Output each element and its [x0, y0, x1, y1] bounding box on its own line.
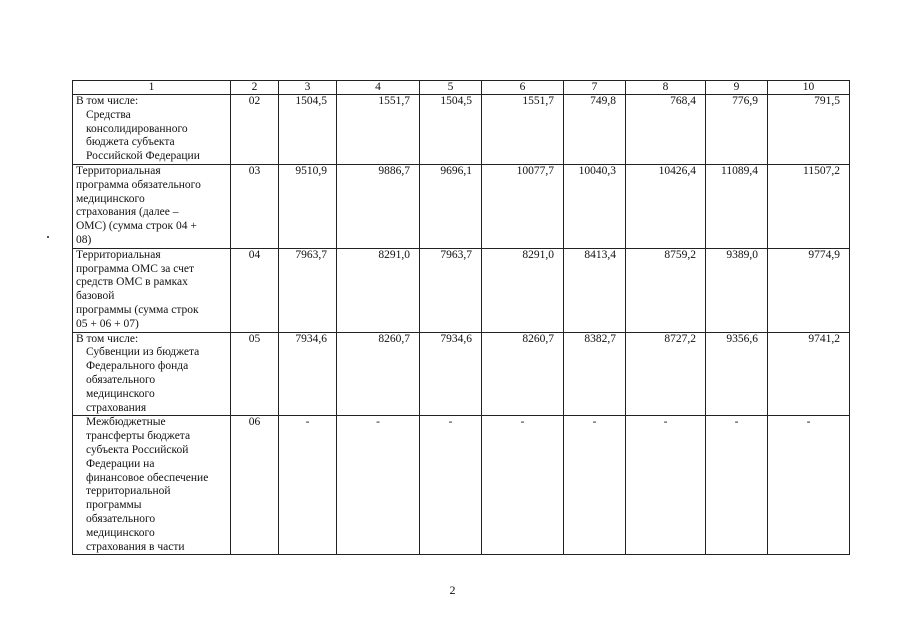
- value-cell: 749,8: [564, 95, 626, 165]
- row-name-line: ОМС) (сумма строк 04 +: [76, 220, 197, 233]
- table-body: [73, 81, 850, 555]
- row-name-line: территориальной: [86, 485, 171, 498]
- row-name-line: медицинского: [86, 387, 155, 400]
- value-cell: -: [706, 416, 768, 555]
- value-cell: 9774,9: [768, 248, 850, 332]
- header-cell: 2: [231, 81, 279, 95]
- value-cell: 1504,5: [420, 95, 482, 165]
- row-name-line: программа обязательного: [76, 178, 201, 191]
- budget-table: [72, 80, 850, 555]
- row-name-line: средств ОМС в рамках: [76, 276, 188, 289]
- row-name-cell: [73, 95, 231, 165]
- value-cell: 7934,6: [279, 332, 337, 416]
- row-name-line: медицинского: [76, 192, 145, 205]
- value-cell: -: [768, 416, 850, 555]
- value-cell: 776,9: [706, 95, 768, 165]
- row-name-cell: [73, 248, 231, 332]
- row-name-line: Средства: [86, 108, 131, 121]
- row-name-line: 08): [76, 233, 92, 246]
- row-name-line: Субвенции из бюджета: [86, 346, 200, 359]
- header-cell: 3: [279, 81, 337, 95]
- row-name-line: Территориальная: [76, 164, 161, 177]
- row-name-line: базовой: [76, 290, 115, 303]
- header-cell: 5: [420, 81, 482, 95]
- row-name-line: консолидированного: [86, 122, 188, 135]
- value-cell: -: [564, 416, 626, 555]
- table-row: [73, 332, 850, 416]
- value-cell: 8759,2: [626, 248, 706, 332]
- page-number: 2: [449, 583, 456, 597]
- value-cell: 11507,2: [768, 164, 850, 248]
- row-name-line: 05 + 06 + 07): [76, 317, 139, 330]
- row-code-cell: 03: [231, 164, 279, 248]
- row-name-line: Федерации на: [86, 457, 155, 470]
- value-cell: 10040,3: [564, 164, 626, 248]
- value-cell: -: [482, 416, 564, 555]
- row-name-line: бюджета субъекта: [86, 136, 175, 149]
- value-cell: 9886,7: [337, 164, 420, 248]
- row-code-cell: 02: [231, 95, 279, 165]
- value-cell: 8260,7: [337, 332, 420, 416]
- table-row: [73, 164, 850, 248]
- row-name-line: Федерального фонда: [86, 360, 189, 373]
- row-code-cell: 04: [231, 248, 279, 332]
- row-name-line: В том числе:: [76, 332, 139, 345]
- table-row: [73, 248, 850, 332]
- value-cell: 9741,2: [768, 332, 850, 416]
- header-cell: 8: [626, 81, 706, 95]
- value-cell: 768,4: [626, 95, 706, 165]
- row-name-line: Территориальная: [76, 248, 161, 261]
- row-name-line: финансовое обеспечение: [86, 471, 209, 484]
- table-row: [73, 95, 850, 165]
- row-name-line: программы (сумма строк: [76, 303, 199, 316]
- value-cell: 8260,7: [482, 332, 564, 416]
- row-name-line: страхования: [86, 401, 147, 414]
- value-cell: 791,5: [768, 95, 850, 165]
- header-cell: 4: [337, 81, 420, 95]
- value-cell: 8727,2: [626, 332, 706, 416]
- row-name-line: страхования в части: [86, 540, 185, 553]
- value-cell: -: [626, 416, 706, 555]
- value-cell: 10426,4: [626, 164, 706, 248]
- row-name-cell: [73, 332, 231, 416]
- row-name-line: медицинского: [86, 526, 155, 539]
- scan-dot: [47, 236, 49, 238]
- row-name-line: Российской Федерации: [86, 150, 200, 163]
- row-name-line: страхования (далее –: [76, 206, 179, 219]
- value-cell: 7963,7: [279, 248, 337, 332]
- header-cell: 9: [706, 81, 768, 95]
- header-cell: 7: [564, 81, 626, 95]
- value-cell: 10077,7: [482, 164, 564, 248]
- header-cell: 1: [73, 81, 231, 95]
- value-cell: 8413,4: [564, 248, 626, 332]
- row-name-line: трансферты бюджета: [86, 430, 191, 443]
- header-row: [73, 81, 850, 95]
- value-cell: -: [420, 416, 482, 555]
- row-name-line: программы: [86, 499, 142, 512]
- value-cell: -: [279, 416, 337, 555]
- header-cell: 10: [768, 81, 850, 95]
- value-cell: 9356,6: [706, 332, 768, 416]
- row-name-line: обязательного: [86, 512, 156, 525]
- row-name-line: Межбюджетные: [86, 416, 166, 429]
- row-name-line: субъекта Российской: [86, 443, 189, 456]
- value-cell: 8291,0: [337, 248, 420, 332]
- value-cell: 7934,6: [420, 332, 482, 416]
- value-cell: 9389,0: [706, 248, 768, 332]
- value-cell: 1551,7: [337, 95, 420, 165]
- value-cell: 8382,7: [564, 332, 626, 416]
- row-name-cell: [73, 416, 231, 555]
- row-name-line: В том числе:: [76, 95, 139, 107]
- value-cell: 7963,7: [420, 248, 482, 332]
- row-name-cell: [73, 164, 231, 248]
- row-code-cell: 05: [231, 332, 279, 416]
- row-name-line: обязательного: [86, 373, 156, 386]
- value-cell: 8291,0: [482, 248, 564, 332]
- table-row: [73, 416, 850, 555]
- value-cell: 1551,7: [482, 95, 564, 165]
- value-cell: 9696,1: [420, 164, 482, 248]
- row-name-line: программа ОМС за счет: [76, 262, 195, 275]
- header-cell: 6: [482, 81, 564, 95]
- row-code-cell: 06: [231, 416, 279, 555]
- value-cell: -: [337, 416, 420, 555]
- value-cell: 9510,9: [279, 164, 337, 248]
- value-cell: 1504,5: [279, 95, 337, 165]
- value-cell: 11089,4: [706, 164, 768, 248]
